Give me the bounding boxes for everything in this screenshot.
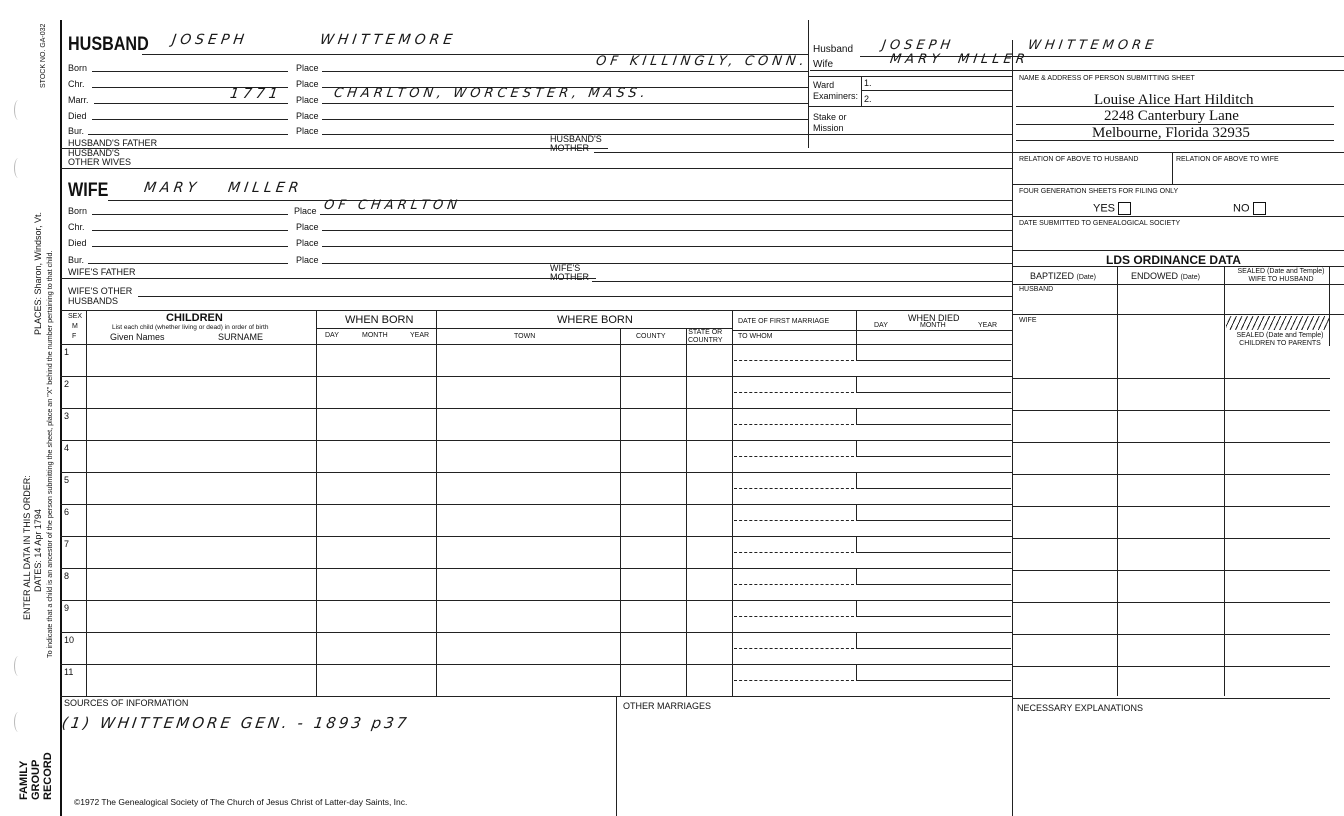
- husband-bur-date-line: [88, 134, 288, 135]
- sealed-wife-label: SEALED (Date and Temple) WIFE TO HUSBAND: [1237, 268, 1325, 283]
- no-checkbox[interactable]: [1253, 202, 1266, 215]
- marriage-date-line: [734, 488, 854, 489]
- marriage-date-line: [734, 584, 854, 585]
- child-row-number: 9: [64, 603, 70, 613]
- submitter-name[interactable]: Louise Alice Hart Hilditch: [1094, 92, 1254, 108]
- given-names-header: Given Names: [110, 332, 165, 342]
- hatched-area: [1226, 316, 1330, 330]
- husband-born-date-line: [92, 71, 288, 72]
- copyright: ©1972 The Genealogical Society of The Church of Jesus Christ of Latter-day Saints, Inc.: [74, 797, 408, 807]
- marriage-date-line: [734, 360, 854, 361]
- child-row-number: 11: [64, 667, 74, 677]
- child-row-line: [60, 472, 732, 473]
- wife-heading: WIFE: [68, 180, 109, 201]
- lds-wife-label: WIFE: [1019, 317, 1037, 324]
- examiner-1: 1.: [864, 78, 872, 88]
- summary-husband-given[interactable]: JOSEPH: [880, 38, 956, 53]
- child-row-number: 2: [64, 379, 70, 389]
- children-bottom: [60, 696, 1012, 697]
- summary-wife-given[interactable]: MARY: [888, 52, 945, 67]
- wife-bur-place-line: [322, 263, 1012, 264]
- death-date-box[interactable]: [856, 440, 1011, 457]
- divider: [316, 328, 732, 329]
- child-row-line: [60, 536, 732, 537]
- divider: [1012, 250, 1344, 251]
- child-row-line: [60, 568, 732, 569]
- where-born-header: WHERE BORN: [557, 314, 633, 326]
- husband-chr-place-label: Place: [296, 79, 319, 89]
- examiners-label: Examiners:: [813, 91, 859, 101]
- divider: [1117, 346, 1118, 696]
- summary-wife-line: [810, 70, 1344, 71]
- when-died-header: WHEN DIED: [908, 313, 960, 323]
- submitter-line: [1016, 106, 1334, 107]
- divider: [808, 106, 1012, 107]
- divider: [1012, 40, 1013, 816]
- wife-surname[interactable]: MILLER: [226, 180, 304, 196]
- husband-bur-place-label: Place: [296, 126, 319, 136]
- wife-died-place-line: [322, 246, 1012, 247]
- summary-wife-surname[interactable]: MILLER: [956, 52, 1030, 67]
- husband-marr-date[interactable]: 1771: [228, 86, 283, 102]
- relation-husband-label: RELATION OF ABOVE TO HUSBAND: [1019, 156, 1139, 163]
- husband-died-date-line: [92, 119, 288, 120]
- child-row-line: [60, 376, 732, 377]
- lds-row-line: [1012, 570, 1330, 571]
- submitter-city[interactable]: Melbourne, Florida 32935: [1092, 125, 1250, 141]
- children-instruction: List each child (whether living or dead) in order of birth: [112, 324, 269, 331]
- child-row-line: [60, 504, 732, 505]
- child-row-line: [60, 408, 732, 409]
- divider: [808, 76, 1012, 77]
- sources-label: SOURCES OF INFORMATION: [64, 698, 189, 708]
- wife-born-place[interactable]: OF CHARLTON: [322, 198, 462, 213]
- divider: [1172, 152, 1173, 184]
- first-marriage-header: DATE OF FIRST MARRIAGE: [738, 318, 830, 325]
- divider: [686, 328, 687, 696]
- divider: [1012, 284, 1344, 285]
- wife-other-husbands-label: WIFE'S OTHER HUSBANDS: [68, 286, 133, 306]
- lds-row-line: [1012, 698, 1330, 699]
- record-title: FAMILY GROUP RECORD: [18, 752, 54, 800]
- born-day-header: DAY: [325, 332, 339, 339]
- husband-born-place-label: Place: [296, 63, 319, 73]
- divider: [86, 310, 87, 696]
- child-row-line: [60, 440, 732, 441]
- ward-label: Ward: [813, 80, 835, 90]
- wife-born-place-line: [320, 214, 1012, 215]
- husband-died-place-label: Place: [296, 111, 319, 121]
- sealed-children-label: SEALED (Date and Temple) CHILDREN TO PARENTS: [1236, 332, 1324, 347]
- marriage-date-line: [734, 552, 854, 553]
- death-date-box[interactable]: [856, 472, 1011, 489]
- divider: [1224, 346, 1225, 696]
- lds-row-line: [1012, 378, 1330, 379]
- lds-husband-label: HUSBAND: [1019, 286, 1054, 293]
- child-row-number: 3: [64, 411, 70, 421]
- child-row-number: 6: [64, 507, 70, 517]
- other-marriages-label: OTHER MARRIAGES: [623, 701, 712, 711]
- husband-born-label: Born: [68, 63, 88, 73]
- divider: [1329, 266, 1330, 346]
- margin-dates: DATES: 14 Apr 1794: [33, 509, 43, 592]
- husband-born-place-line: [322, 71, 808, 72]
- husband-died-label: Died: [68, 111, 87, 121]
- lds-row-line: [1012, 506, 1330, 507]
- death-date-box[interactable]: [856, 632, 1011, 649]
- wife-mother-line: [592, 281, 1012, 282]
- child-row-line: [60, 664, 732, 665]
- wife-died-place-label: Place: [296, 238, 319, 248]
- died-year-header: YEAR: [978, 322, 998, 329]
- husband-chr-label: Chr.: [68, 79, 85, 89]
- children-title: CHILDREN: [166, 312, 223, 324]
- divider: [616, 696, 617, 816]
- marriage-date-line: [734, 520, 854, 521]
- husband-given-name[interactable]: JOSEPH: [170, 32, 249, 48]
- child-row-number: 7: [64, 539, 70, 549]
- marriage-date-line: [734, 680, 854, 681]
- wife-chr-place-label: Place: [296, 222, 319, 232]
- divider: [861, 76, 862, 106]
- wife-father-line: [60, 278, 596, 279]
- husband-father-line: [60, 148, 608, 149]
- death-date-box[interactable]: [856, 664, 1011, 681]
- stock-number: STOCK NO. GA-032: [40, 23, 47, 88]
- wife-father-label: WIFE'S FATHER: [68, 267, 136, 277]
- marriage-date-line: [734, 424, 854, 425]
- wife-chr-place-line: [322, 230, 1012, 231]
- wife-bur-date-line: [88, 263, 288, 264]
- divider: [1012, 152, 1344, 153]
- wife-mother-label: WIFE'S MOTHER: [550, 263, 589, 282]
- death-date-box[interactable]: [856, 568, 1011, 585]
- death-date-box[interactable]: [856, 344, 1011, 361]
- lds-row-line: [1012, 410, 1330, 411]
- sex-m-label: M: [72, 323, 78, 330]
- child-row-line: [60, 632, 732, 633]
- sources-value[interactable]: (1) WHITTEMORE GEN. - 1893 p37: [60, 714, 411, 732]
- husband-mother-line: [594, 152, 1012, 153]
- wife-bur-label: Bur.: [68, 255, 85, 265]
- margin-places: PLACES: Sharon, Windsor, Vt.: [33, 211, 43, 335]
- summary-husband-label: Husband: [813, 44, 854, 55]
- punch-hole: [14, 158, 23, 178]
- husband-surname[interactable]: WHITTEMORE: [318, 32, 458, 48]
- death-date-box[interactable]: [856, 408, 1011, 425]
- born-year-header: YEAR: [410, 332, 430, 339]
- divider: [620, 328, 621, 696]
- husband-marr-place[interactable]: CHARLTON, WORCESTER, MASS.: [332, 86, 650, 101]
- husband-block-bottom: [60, 168, 1012, 169]
- husband-marr-place-line: [322, 103, 808, 104]
- surname-header: SURNAME: [218, 332, 264, 342]
- wife-given-name[interactable]: MARY: [142, 180, 202, 196]
- lds-row-line: [1012, 602, 1330, 603]
- death-date-box[interactable]: [856, 536, 1011, 553]
- child-row-number: 1: [64, 347, 70, 357]
- wife-died-date-line: [92, 246, 288, 247]
- lds-row-line: [1012, 442, 1330, 443]
- wife-block-bottom: [60, 310, 1012, 311]
- punch-hole: [14, 100, 23, 120]
- divider: [1012, 266, 1344, 267]
- divider: [856, 330, 1012, 331]
- husband-marr-date-line: [94, 103, 288, 104]
- born-month-header: MONTH: [362, 332, 388, 339]
- wife-born-place-label: Place: [294, 206, 317, 216]
- child-row-number: 10: [64, 635, 75, 645]
- town-header: TOWN: [514, 333, 536, 340]
- examiner-2: 2.: [864, 94, 872, 104]
- husband-other-wives-label: HUSBAND'S OTHER WIVES: [68, 148, 132, 167]
- to-whom-header: TO WHOM: [738, 333, 773, 340]
- wife-died-label: Died: [68, 238, 87, 248]
- husband-heading: HUSBAND: [68, 34, 149, 55]
- margin-order: ENTER ALL DATA IN THIS ORDER:: [22, 475, 32, 620]
- wife-born-label: Born: [68, 206, 88, 216]
- sex-f-label: F: [72, 333, 77, 340]
- explanations-label: NECESSARY EXPLANATIONS: [1017, 703, 1144, 713]
- marriage-date-line: [734, 456, 854, 457]
- divider: [1012, 184, 1344, 185]
- no-option[interactable]: NO: [1233, 202, 1266, 215]
- divider: [1224, 266, 1225, 346]
- lds-row-line: [1012, 634, 1330, 635]
- child-row-number: 5: [64, 475, 70, 485]
- death-date-box[interactable]: [856, 376, 1011, 393]
- summary-wife-label: Wife: [813, 59, 833, 70]
- lds-row-line: [1012, 474, 1330, 475]
- divider: [316, 310, 317, 696]
- divider: [732, 310, 733, 696]
- husband-marr-label: Marr.: [68, 95, 89, 105]
- husband-mother-label: HUSBAND'S MOTHER: [550, 134, 602, 153]
- punch-hole: [14, 712, 23, 732]
- husband-bur-label: Bur.: [68, 126, 85, 136]
- death-date-box[interactable]: [856, 504, 1011, 521]
- examiner-1-line: [861, 90, 1012, 91]
- child-row-number: 4: [64, 443, 70, 453]
- divider: [856, 310, 857, 344]
- divider: [808, 134, 1012, 135]
- date-submitted-label: DATE SUBMITTED TO GENEALOGICAL SOCIETY: [1019, 220, 1181, 227]
- submitter-street[interactable]: 2248 Canterbury Lane: [1104, 108, 1239, 124]
- husband-born-place[interactable]: OF KILLINGLY, CONN.: [594, 54, 809, 69]
- lds-row-line: [1012, 666, 1330, 667]
- baptized-label: BAPTIZED (Date): [1030, 271, 1096, 281]
- yes-option[interactable]: YES: [1093, 202, 1131, 215]
- stake-label: Stake or Mission: [813, 112, 847, 133]
- marriage-date-line: [734, 616, 854, 617]
- summary-husband-surname[interactable]: WHITTEMORE: [1026, 38, 1159, 53]
- county-header: COUNTY: [636, 333, 666, 340]
- margin-instruction: To indicate that a child is an ancestor of the person submitting the sheet, place an "X" behind the number pertaining to that child.: [45, 250, 54, 658]
- divider: [1012, 216, 1344, 217]
- wife-other-husbands-line: [138, 296, 1012, 297]
- child-row-line: [60, 600, 732, 601]
- death-date-box[interactable]: [856, 600, 1011, 617]
- divider: [436, 310, 437, 696]
- wife-name-line: [108, 200, 1012, 201]
- punch-hole: [14, 656, 23, 676]
- husband-died-place-line: [322, 119, 808, 120]
- wife-chr-date-line: [92, 230, 288, 231]
- marriage-date-line: [734, 648, 854, 649]
- yes-checkbox[interactable]: [1118, 202, 1131, 215]
- marriage-date-line: [734, 392, 854, 393]
- husband-marr-place-label: Place: [296, 95, 319, 105]
- died-month-header: MONTH: [920, 322, 946, 329]
- submitter-line: [1016, 140, 1334, 141]
- relation-wife-label: RELATION OF ABOVE TO WIFE: [1176, 156, 1279, 163]
- wife-chr-label: Chr.: [68, 222, 85, 232]
- submitter-label: NAME & ADDRESS OF PERSON SUBMITTING SHEET: [1019, 75, 1195, 82]
- lds-row-line: [1012, 538, 1330, 539]
- sex-label: SEX: [68, 313, 83, 320]
- wife-born-date-line: [92, 214, 288, 215]
- when-born-header: WHEN BORN: [345, 314, 414, 326]
- four-gen-label: FOUR GENERATION SHEETS FOR FILING ONLY: [1019, 188, 1179, 195]
- endowed-label: ENDOWED (Date): [1131, 271, 1200, 281]
- divider: [732, 330, 856, 331]
- divider: [1117, 266, 1118, 346]
- state-header: STATE OR COUNTRY: [688, 329, 723, 344]
- divider: [808, 20, 809, 148]
- husband-father-label: HUSBAND'S FATHER: [68, 138, 158, 148]
- child-row-number: 8: [64, 571, 70, 581]
- lds-title: LDS ORDINANCE DATA: [1106, 253, 1241, 267]
- died-day-header: DAY: [874, 322, 888, 329]
- divider: [1012, 314, 1344, 315]
- wife-bur-place-label: Place: [296, 255, 319, 265]
